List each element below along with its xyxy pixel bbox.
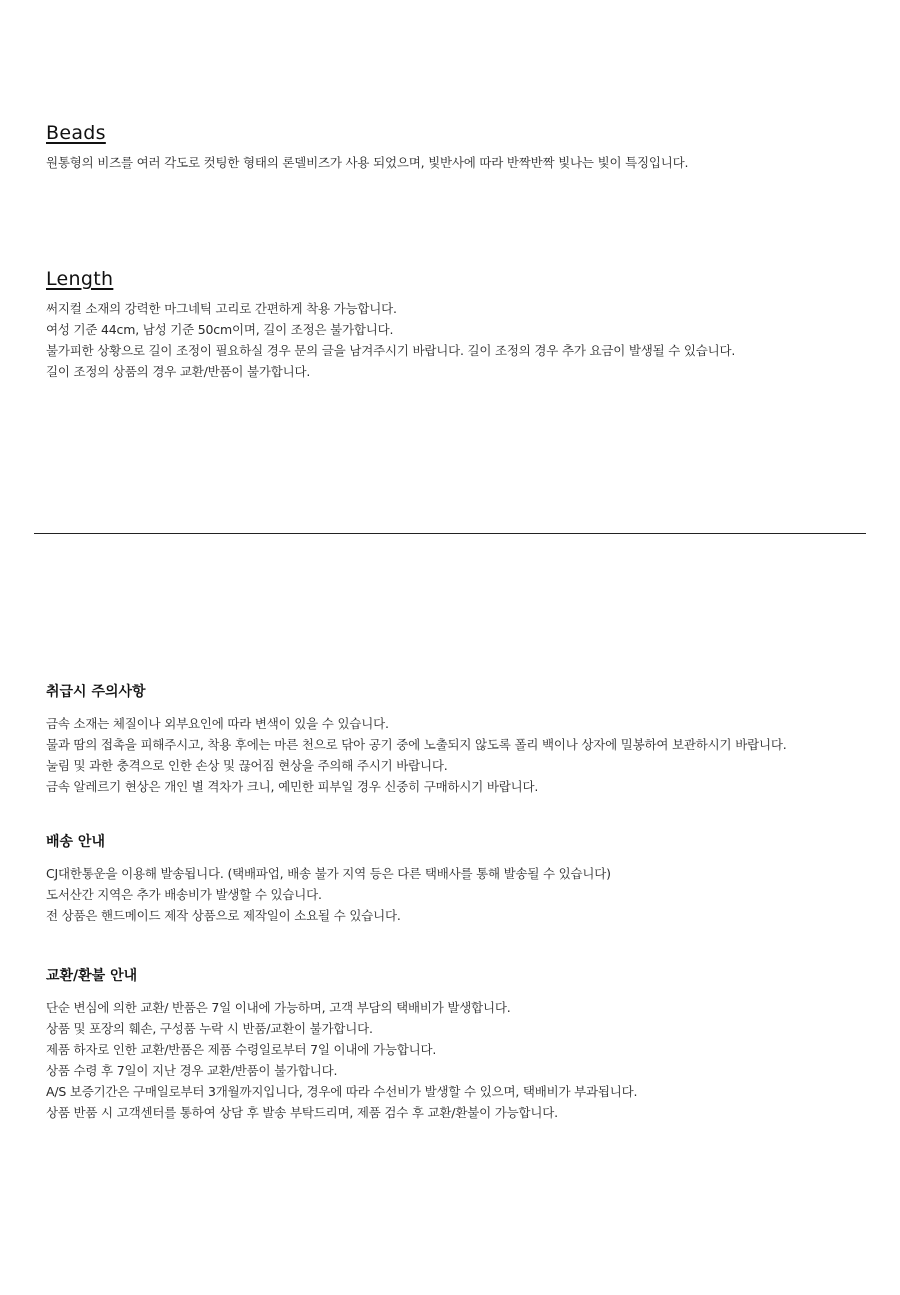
shipping-line: 전 상품은 핸드메이드 제작 상품으로 제작일이 소요될 수 있습니다. bbox=[46, 908, 401, 923]
care-line: 금속 알레르기 현상은 개인 별 격차가 크니, 예민한 피부일 경우 신중히 구매하시기 바랍니다. bbox=[46, 779, 539, 794]
care-section bbox=[46, 681, 880, 797]
care-line: 눌림 및 과한 충격으로 인한 손상 및 끊어짐 현상을 주의해 주시기 바랍니다. bbox=[46, 758, 448, 773]
exchange-line: A/S 보증기간은 구매일로부터 3개월까지입니다, 경우에 따라 수선비가 발생할 수 있으며, 택배비가 부과됩니다. bbox=[46, 1084, 638, 1099]
length-line: 불가피한 상황으로 길이 조정이 필요하실 경우 문의 글을 남겨주시기 바랍니다. 길이 조정의 경우 추가 요금이 발생될 수 있습니다. bbox=[46, 343, 736, 358]
exchange-heading: 교환/환불 안내 bbox=[46, 968, 138, 984]
beads-heading: Beads bbox=[46, 122, 106, 144]
shipping-line: 도서산간 지역은 추가 배송비가 발생할 수 있습니다. bbox=[46, 887, 322, 902]
exchange-line: 상품 및 포장의 훼손, 구성품 누락 시 반품/교환이 불가합니다. bbox=[46, 1021, 373, 1036]
length-heading: Length bbox=[46, 268, 114, 290]
care-heading: 취급시 주의사항 bbox=[46, 684, 146, 700]
exchange-line: 상품 반품 시 고객센터를 통하여 상담 후 발송 부탁드리며, 제품 검수 후 교환/환불이 가능합니다. bbox=[46, 1105, 558, 1120]
length-line: 길이 조정의 상품의 경우 교환/반품이 불가합니다. bbox=[46, 364, 311, 379]
exchange-line: 상품 수령 후 7일이 지난 경우 교환/반품이 불가합니다. bbox=[46, 1063, 338, 1078]
shipping-heading: 배송 안내 bbox=[46, 834, 105, 850]
beads-line: 원통형의 비즈를 여러 각도로 컷팅한 형태의 론델비즈가 사용 되었으며, 빛반사에 따라 반짝반짝 빛나는 빛이 특징입니다. bbox=[46, 155, 689, 170]
section-divider bbox=[34, 533, 866, 534]
exchange-section bbox=[46, 965, 880, 1123]
shipping-line: CJ대한통운을 이용해 발송됩니다. (택배파업, 배송 불가 지역 등은 다른 택배사를 통해 발송될 수 있습니다) bbox=[46, 866, 611, 881]
beads-section bbox=[46, 122, 880, 173]
length-line: 여성 기준 44cm, 남성 기준 50cm이며, 길이 조정은 불가합니다. bbox=[46, 322, 394, 337]
exchange-line: 제품 하자로 인한 교환/반품은 제품 수령일로부터 7일 이내에 가능합니다. bbox=[46, 1042, 437, 1057]
care-line: 금속 소재는 체질이나 외부요인에 따라 변색이 있을 수 있습니다. bbox=[46, 716, 389, 731]
length-section bbox=[46, 268, 880, 382]
care-line: 물과 땀의 접촉을 피해주시고, 착용 후에는 마른 천으로 닦아 공기 중에 노출되지 않도록 폴리 백이나 상자에 밀봉하여 보관하시기 바랍니다. bbox=[46, 737, 787, 752]
shipping-section bbox=[46, 831, 880, 926]
length-line: 써지컬 소재의 강력한 마그네틱 고리로 간편하게 착용 가능합니다. bbox=[46, 301, 397, 316]
exchange-line: 단순 변심에 의한 교환/ 반품은 7일 이내에 가능하며, 고객 부담의 택배비가 발생합니다. bbox=[46, 1000, 511, 1015]
